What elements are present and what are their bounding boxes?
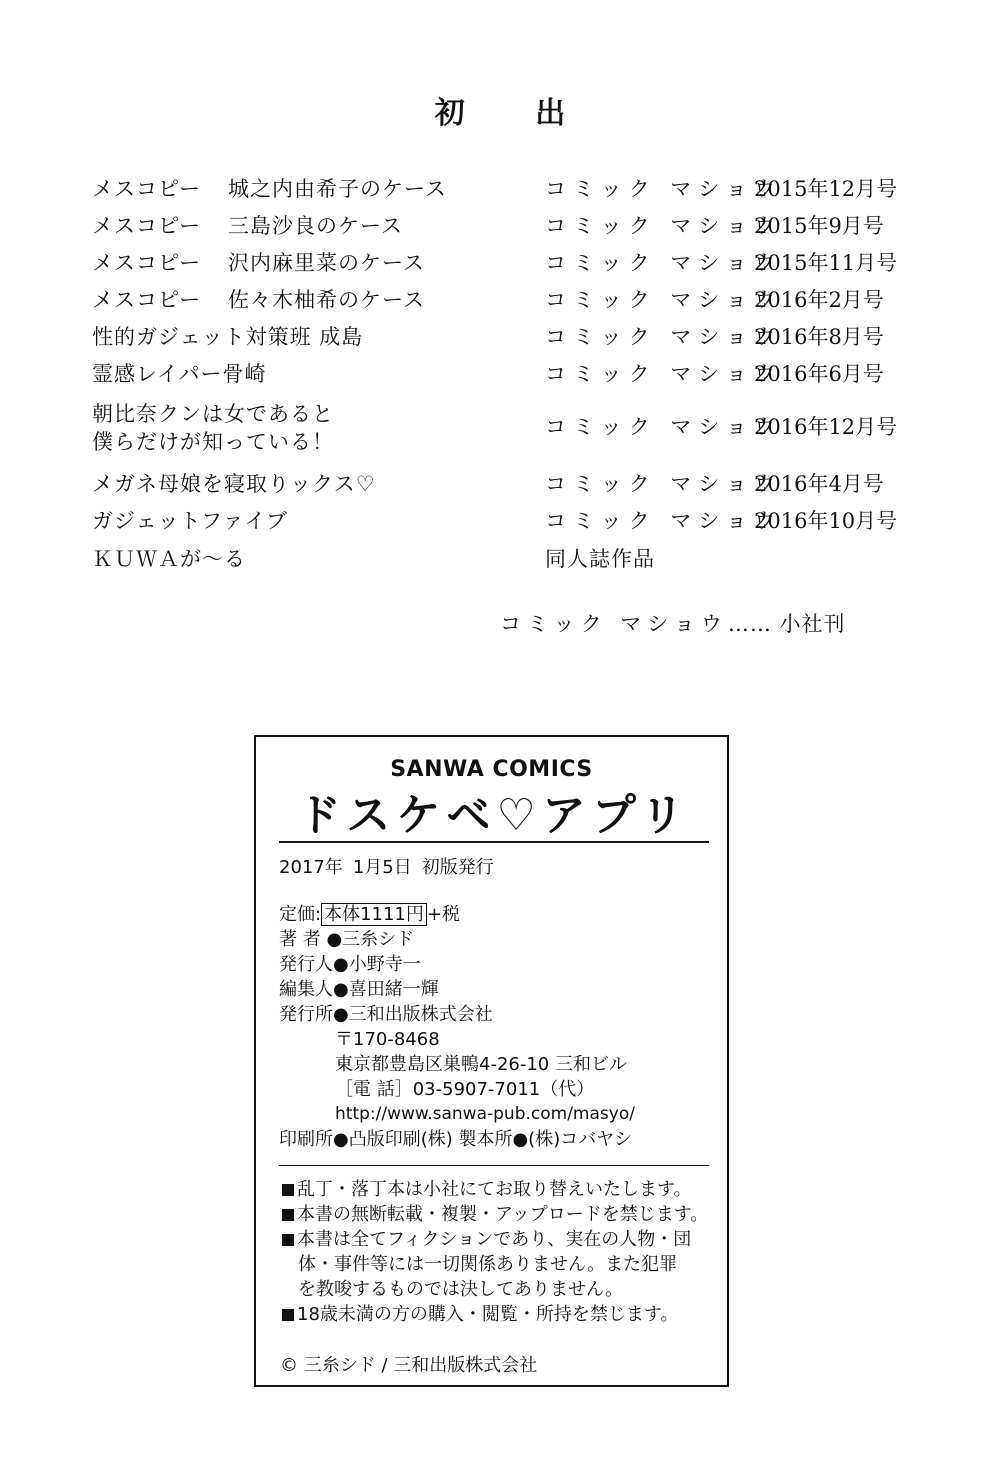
entry-prefix: メスコピー xyxy=(92,214,202,238)
entry-prefix: メスコピー xyxy=(92,251,202,275)
entry-issue: 2015年11月号 xyxy=(754,251,898,275)
entry-magazine: コミック マショウ xyxy=(545,251,782,275)
issuer-name: ●小野寺一 xyxy=(333,954,421,975)
entry-prefix: メスコピー xyxy=(92,177,202,201)
editor-label: 編集人 xyxy=(279,979,333,1000)
entry-magazine: コミック マショウ xyxy=(545,177,782,201)
publisher-label: 発行所 xyxy=(279,1004,333,1025)
publication-date xyxy=(279,853,504,879)
website-url: http://www.sanwa-pub.com/masyo/ xyxy=(335,1104,635,1124)
publisher-line xyxy=(279,1002,493,1027)
entry-issue: 2015年12月号 xyxy=(754,177,898,201)
entry-magazine: コミック マショウ xyxy=(545,288,782,312)
author-label: 著 者 xyxy=(279,929,321,950)
entry-magazine: コミック マショウ xyxy=(545,362,782,386)
entry-magazine: コミック マショウ xyxy=(545,325,782,349)
entry-magazine: コミック マショウ xyxy=(545,472,782,496)
editor-name: ●喜田緒一輝 xyxy=(333,979,439,1000)
square-bullet-icon xyxy=(282,1184,294,1196)
copyright: © 三糸シド / 三和出版株式会社 xyxy=(280,1355,538,1376)
square-bullet-icon xyxy=(282,1309,294,1321)
entry-issue: 2016年4月号 xyxy=(754,472,884,496)
book-title: ドスケベ♡アプリ xyxy=(296,790,691,841)
entry-issue: 2016年12月号 xyxy=(754,415,898,439)
square-bullet-icon xyxy=(282,1234,294,1246)
notice-item: 18歳未満の方の購入・閲覧・所持を禁じます。 xyxy=(282,1302,678,1327)
footnote-magazine: コミック マショウ xyxy=(500,612,728,636)
entry-issue: 2016年8月号 xyxy=(754,325,884,349)
notice-item: 本書は全てフィクションであり、実在の人物・団 xyxy=(282,1227,691,1252)
price-tax: +税 xyxy=(426,904,460,925)
square-bullet-icon xyxy=(282,1209,294,1221)
price-line xyxy=(279,902,460,927)
entry-title: 沢内麻里菜のケース xyxy=(228,251,425,275)
entry-magazine: 同人誌作品 xyxy=(545,547,655,571)
printer-line: 印刷所●凸版印刷(株) 製本所●(株)コバヤシ xyxy=(279,1129,633,1150)
entry-title: メガネ母娘を寝取りックス♡ xyxy=(92,472,376,496)
author-name: ●三糸シド xyxy=(326,929,415,950)
entry-magazine: コミック マショウ xyxy=(545,509,782,533)
notice-item: 乱丁・落丁本は小社にてお取り替えいたします。 xyxy=(282,1177,692,1202)
entry-magazine: コミック マショウ xyxy=(545,415,782,439)
phone: ［電 話］03-5907-7011（代） xyxy=(335,1079,595,1100)
notice-continuation: を教唆するものでは決してありません。 xyxy=(298,1279,624,1300)
entry-issue: 2016年2月号 xyxy=(754,288,884,312)
divider xyxy=(279,1165,709,1166)
author-line xyxy=(279,927,414,952)
entry-magazine: コミック マショウ xyxy=(545,214,782,238)
entry-title: ＫＵＷＡが～る xyxy=(92,547,246,571)
title-rule xyxy=(279,841,709,843)
pub-year: 2017年 xyxy=(279,857,343,878)
price-value: 本体1111円 xyxy=(321,903,427,926)
entry-title: 佐々木柚希のケース xyxy=(228,288,425,312)
entry-title-line1: 朝比奈クンは女であると xyxy=(92,402,334,426)
entry-title: 城之内由希子のケース xyxy=(228,177,447,201)
pub-day: 1月5日 xyxy=(352,857,412,878)
publisher-name: ●三和出版株式会社 xyxy=(333,1004,493,1025)
issuer-line xyxy=(279,952,421,977)
price-label: 定価: xyxy=(279,904,322,925)
entry-issue: 2016年10月号 xyxy=(754,509,898,533)
issuer-label: 発行人 xyxy=(279,954,333,975)
postal-code: 〒170-8468 xyxy=(335,1029,440,1050)
publisher-footnote xyxy=(500,608,846,638)
editor-line xyxy=(279,977,439,1002)
address: 東京都豊島区巣鴨4-26-10 三和ビル xyxy=(335,1054,627,1075)
first-appearance-heading: 初 出 xyxy=(434,96,596,131)
pub-edition: 初版発行 xyxy=(421,857,494,878)
entry-issue: 2015年9月号 xyxy=(754,214,884,238)
entry-title-line2: 僕らだけが知っている！ xyxy=(92,430,334,454)
entry-issue: 2016年6月号 xyxy=(754,362,884,386)
notice-item: 本書の無断転載・複製・アップロードを禁じます。 xyxy=(282,1202,708,1227)
entry-title: 霊感レイパー骨崎 xyxy=(92,362,267,386)
entry-prefix: メスコピー xyxy=(92,288,202,312)
entry-title: 性的ガジェット対策班 成島 xyxy=(92,325,364,349)
entry-title: 三島沙良のケース xyxy=(228,214,403,238)
imprint-label: SANWA COMICS xyxy=(390,757,593,782)
footnote-rest: …… 小社刊 xyxy=(727,612,846,636)
colophon-box xyxy=(254,735,729,1387)
notice-continuation: 体・事件等には一切関係ありません。また犯罪 xyxy=(298,1254,678,1275)
entry-title: ガジェットファイブ xyxy=(92,509,288,533)
